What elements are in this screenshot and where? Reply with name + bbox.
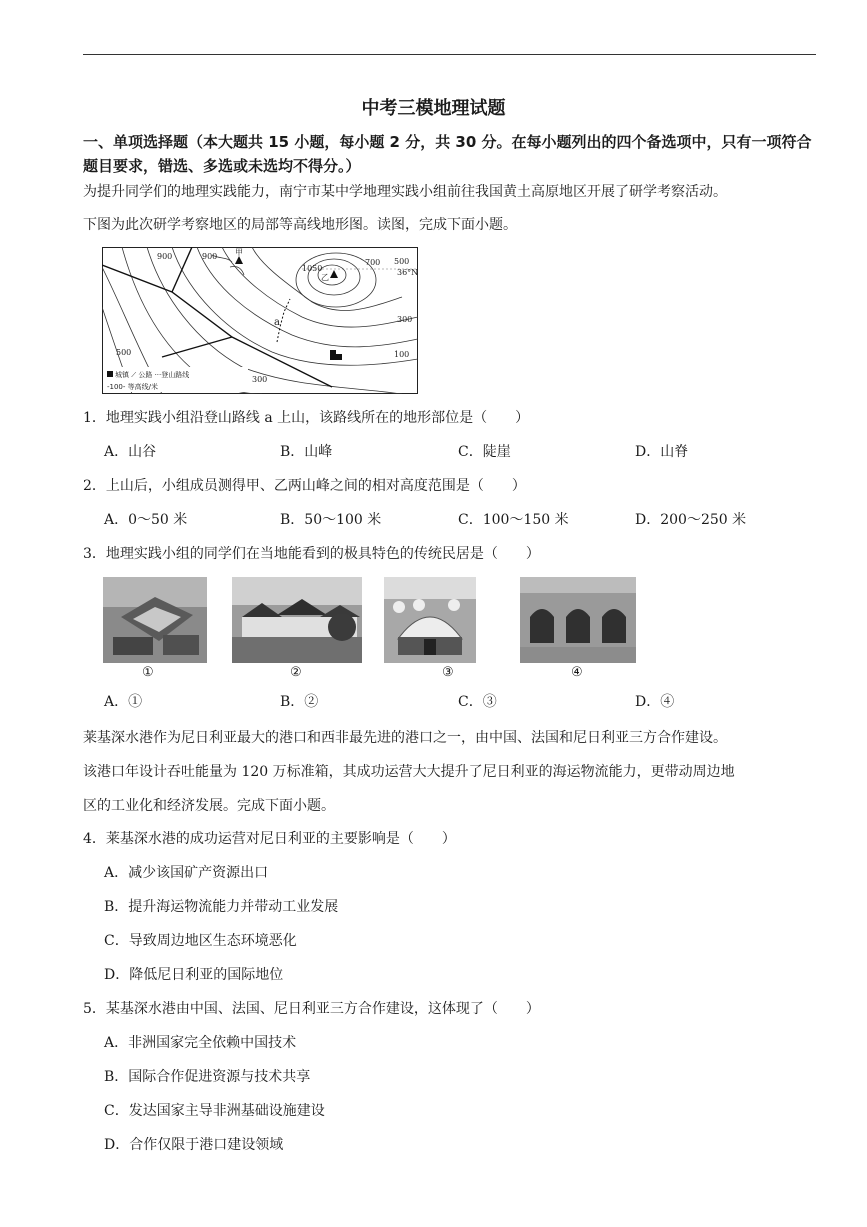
- q2-option-b[interactable]: B．50～100 米: [280, 512, 382, 528]
- map-legend-line2: -100- 等高线/米: [107, 383, 158, 391]
- contour-label: 900: [157, 252, 173, 261]
- contour-label: 1050: [302, 264, 323, 273]
- q5-option-a[interactable]: A．非洲国家完全依赖中国技术: [104, 1035, 297, 1051]
- contour-label: 100: [394, 350, 410, 359]
- q5-option-d[interactable]: D．合作仅限于港口建设领域: [104, 1137, 284, 1153]
- q2-option-a[interactable]: A．0～50 米: [104, 512, 188, 528]
- q5-option-c[interactable]: C．发达国家主导非洲基础设施建设: [104, 1103, 325, 1119]
- q2-option-c[interactable]: C．100～150 米: [458, 512, 569, 528]
- q5-option-b[interactable]: B．国际合作促进资源与技术共享: [104, 1069, 311, 1085]
- image-label-1: ①: [142, 665, 154, 680]
- q4-option-c[interactable]: C．导致周边地区生态环境恶化: [104, 933, 297, 949]
- water-town-photo: [232, 577, 362, 663]
- question-5-stem: 5．某基深水港由中国、法国、尼日利亚三方合作建设，这体现了（ ）: [83, 1001, 540, 1017]
- question-1-stem: 1．地理实践小组沿登山路线 a 上山，该路线所在的地形部位是（ ）: [83, 410, 530, 426]
- peak-yi-label: 乙: [321, 273, 329, 282]
- q4-option-d[interactable]: D．降低尼日利亚的国际地位: [104, 967, 284, 983]
- cave-dwelling-photo: [520, 577, 636, 663]
- intro2-line2: 该港口年设计吞吐能量为 120 万标准箱，其成功运营大大提升了尼日利亚的海运物流能力，更带动周边地: [83, 764, 735, 780]
- q3-option-c[interactable]: C．③: [458, 694, 497, 710]
- map-legend-line1: 城镇 ⟋ 公路 ···登山路线: [115, 371, 190, 379]
- intro1-line1: 为提升同学们的地理实践能力，南宁市某中学地理实践小组前往我国黄土高原地区开展了研学考察活动。: [83, 184, 727, 200]
- yurt-photo: [384, 577, 476, 663]
- question-3-stem: 3．地理实践小组的同学们在当地能看到的极具特色的传统民居是（ ）: [83, 546, 540, 562]
- trail-a-label: a: [274, 317, 280, 328]
- siheyuan-photo: [103, 577, 207, 663]
- town-icon: [330, 350, 336, 360]
- contour-label: 900: [202, 252, 218, 261]
- contour-label: 500: [116, 348, 132, 357]
- q4-option-a[interactable]: A．减少该国矿产资源出口: [104, 865, 269, 881]
- contour-label: 500: [394, 257, 410, 266]
- intro2-line3: 区的工业化和经济发展。完成下面小题。: [83, 798, 335, 814]
- latitude-label: 36°N: [397, 268, 418, 277]
- question-2-stem: 2．上山后，小组成员测得甲、乙两山峰之间的相对高度范围是（ ）: [83, 478, 526, 494]
- image-label-3: ③: [442, 665, 454, 680]
- image-label-2: ②: [290, 665, 302, 680]
- contour-map: [102, 247, 418, 394]
- contour-label: 700: [365, 258, 381, 267]
- q1-option-b[interactable]: B．山峰: [280, 444, 333, 460]
- q1-option-d[interactable]: D．山脊: [635, 444, 689, 460]
- question-4-stem: 4．莱基深水港的成功运营对尼日利亚的主要影响是（ ）: [83, 831, 456, 847]
- contour-label: 300: [397, 315, 413, 324]
- page-title: 中考三模地理试题: [361, 98, 506, 119]
- peak-jia-label: 甲: [235, 248, 243, 257]
- header-rule: [83, 54, 816, 55]
- section-heading: 一、单项选择题（本大题共 15 小题，每小题 2 分，共 30 分。在每小题列出的四个备选项中，只有一项符合题目要求，错选、多选或未选均不得分。）: [83, 133, 812, 175]
- q2-option-d[interactable]: D．200～250 米: [635, 512, 747, 528]
- q4-option-b[interactable]: B．提升海运物流能力并带动工业发展: [104, 899, 339, 915]
- intro1-line2: 下图为此次研学考察地区的局部等高线地形图。读图，完成下面小题。: [83, 217, 517, 233]
- q1-option-a[interactable]: A．山谷: [104, 444, 157, 460]
- q3-option-d[interactable]: D．④: [635, 694, 675, 710]
- intro-paragraph-2: [83, 721, 828, 823]
- q3-option-b[interactable]: B．②: [280, 694, 319, 710]
- intro-paragraph-1: [83, 176, 828, 242]
- contour-label: 300: [252, 375, 268, 384]
- intro2-line1: 莱基深水港作为尼日利亚最大的港口和西非最先进的港口之一，由中国、法国和尼日利亚三方合作建设。: [83, 730, 727, 746]
- q3-option-a[interactable]: A．①: [104, 694, 143, 710]
- image-label-4: ④: [571, 665, 583, 680]
- q1-option-c[interactable]: C．陡崖: [458, 444, 511, 460]
